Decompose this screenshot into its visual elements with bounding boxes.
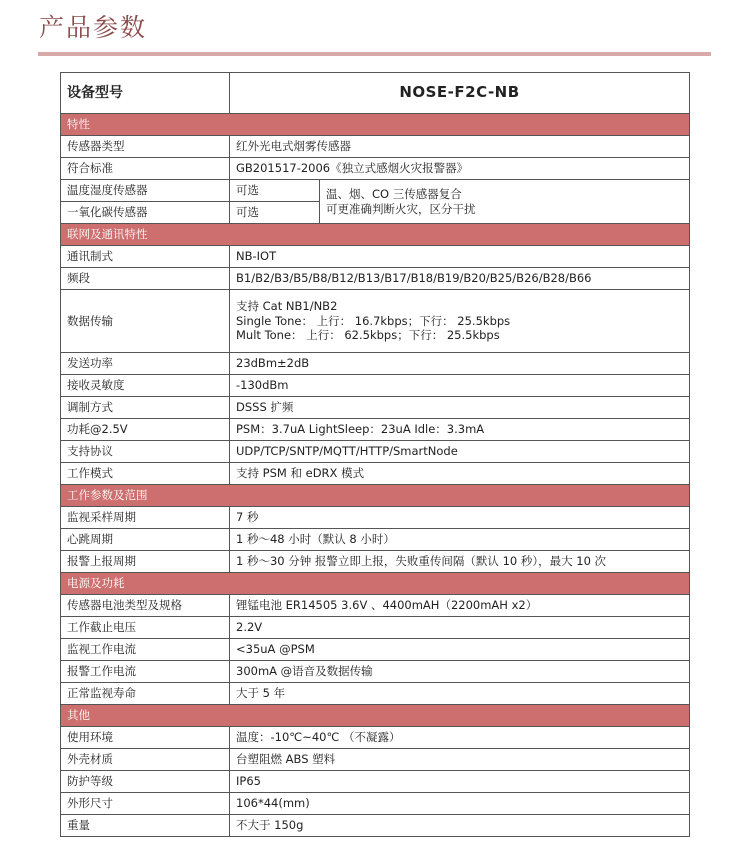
row-value: GB201517-2006《独立式感烟火灾报警器》	[230, 158, 690, 180]
table-row	[61, 683, 690, 705]
header-row	[61, 73, 690, 114]
merged-note-cell	[320, 180, 690, 224]
table-row	[61, 136, 690, 158]
row-label: 外形尺寸	[61, 793, 230, 815]
spec-table	[60, 72, 690, 837]
table-row	[61, 529, 690, 551]
row-value: 1 秒～48 小时（默认 8 小时）	[230, 529, 690, 551]
table-row	[61, 617, 690, 639]
row-value: 温度：-10℃~40℃ （不凝露）	[230, 727, 690, 749]
title-divider	[38, 52, 711, 56]
section-header-features	[61, 114, 690, 136]
row-value: 不大于 150g	[230, 815, 690, 837]
merged-note-line: 温、烟、CO 三传感器复合	[326, 186, 462, 201]
row-label: 防护等级	[61, 771, 230, 793]
row-value: 支持 PSM 和 eDRX 模式	[230, 463, 690, 485]
table-row	[61, 246, 690, 268]
table-row	[61, 551, 690, 573]
row-label: 数据传输	[61, 290, 230, 353]
row-label: 温度湿度传感器	[61, 180, 230, 202]
row-value: 106*44(mm)	[230, 793, 690, 815]
row-label: 外壳材质	[61, 749, 230, 771]
table-row	[61, 290, 690, 353]
table-row	[61, 749, 690, 771]
row-value: 大于 5 年	[230, 683, 690, 705]
row-label: 正常监视寿命	[61, 683, 230, 705]
row-label: 发送功率	[61, 353, 230, 375]
row-value: 7 秒	[230, 507, 690, 529]
row-label: 心跳周期	[61, 529, 230, 551]
table-row	[61, 397, 690, 419]
row-value: 2.2V	[230, 617, 690, 639]
row-label: 监视工作电流	[61, 639, 230, 661]
table-row	[61, 463, 690, 485]
row-value: 1 秒～30 分钟 报警立即上报，失败重传间隔（默认 10 秒），最大 10 次	[230, 551, 690, 573]
row-value: <35uA @PSM	[230, 639, 690, 661]
model-value: NOSE-F2C-NB	[230, 73, 690, 114]
row-label: 一氧化碳传感器	[61, 202, 230, 224]
table-row	[61, 441, 690, 463]
row-label: 工作截止电压	[61, 617, 230, 639]
table-row	[61, 793, 690, 815]
row-label: 支持协议	[61, 441, 230, 463]
row-label: 传感器类型	[61, 136, 230, 158]
row-value: 红外光电式烟雾传感器	[230, 136, 690, 158]
section-header-work	[61, 485, 690, 507]
row-value: 台塑阻燃 ABS 塑料	[230, 749, 690, 771]
row-label: 功耗@2.5V	[61, 419, 230, 441]
row-value: UDP/TCP/SNTP/MQTT/HTTP/SmartNode	[230, 441, 690, 463]
table-row	[61, 158, 690, 180]
table-row	[61, 595, 690, 617]
section-title: 特性	[61, 114, 690, 136]
row-value: 可选	[230, 202, 320, 224]
row-value: -130dBm	[230, 375, 690, 397]
row-value: DSSS 扩频	[230, 397, 690, 419]
row-label: 报警上报周期	[61, 551, 230, 573]
section-title: 其他	[61, 705, 690, 727]
table-row	[61, 771, 690, 793]
merged-note-line: 可更准确判断火灾，区分干扰	[326, 201, 476, 216]
row-label: 使用环境	[61, 727, 230, 749]
row-label: 频段	[61, 268, 230, 290]
row-label: 符合标准	[61, 158, 230, 180]
row-value: PSM：3.7uA LightSleep：23uA Idle：3.3mA	[230, 419, 690, 441]
table-row	[61, 507, 690, 529]
row-value: NB-IOT	[230, 246, 690, 268]
model-label: 设备型号	[61, 73, 230, 114]
table-row	[61, 727, 690, 749]
page-title: 产品参数	[39, 13, 148, 42]
row-label: 通讯制式	[61, 246, 230, 268]
table-row	[61, 353, 690, 375]
table-row	[61, 661, 690, 683]
row-label: 传感器电池类型及规格	[61, 595, 230, 617]
table-row	[61, 268, 690, 290]
section-header-network	[61, 224, 690, 246]
section-title: 联网及通讯特性	[61, 224, 690, 246]
section-header-other	[61, 705, 690, 727]
row-value: 300mA @语音及数据传输	[230, 661, 690, 683]
section-title: 工作参数及范围	[61, 485, 690, 507]
transfer-line: 支持 Cat NB1/NB2	[236, 298, 338, 313]
row-label: 报警工作电流	[61, 661, 230, 683]
row-label: 监视采样周期	[61, 507, 230, 529]
section-title: 电源及功耗	[61, 573, 690, 595]
transfer-line: Mult Tone： 上行： 62.5kbps；下行： 25.5kbps	[236, 328, 500, 343]
row-value: B1/B2/B3/B5/B8/B12/B13/B17/B18/B19/B20/B25/B26/B28/B66	[230, 268, 690, 290]
row-value	[230, 290, 690, 353]
table-row	[61, 815, 690, 837]
row-value: IP65	[230, 771, 690, 793]
row-label: 接收灵敏度	[61, 375, 230, 397]
row-label: 工作模式	[61, 463, 230, 485]
row-value: 锂锰电池 ER14505 3.6V 、4400mAH（2200mAH x2）	[230, 595, 690, 617]
table-row	[61, 419, 690, 441]
transfer-line: Single Tone： 上行： 16.7kbps；下行： 25.5kbps	[236, 313, 511, 328]
row-value: 可选	[230, 180, 320, 202]
row-label: 调制方式	[61, 397, 230, 419]
table-row	[61, 375, 690, 397]
section-header-power	[61, 573, 690, 595]
row-value: 23dBm±2dB	[230, 353, 690, 375]
table-row	[61, 180, 690, 202]
table-row	[61, 639, 690, 661]
row-label: 重量	[61, 815, 230, 837]
